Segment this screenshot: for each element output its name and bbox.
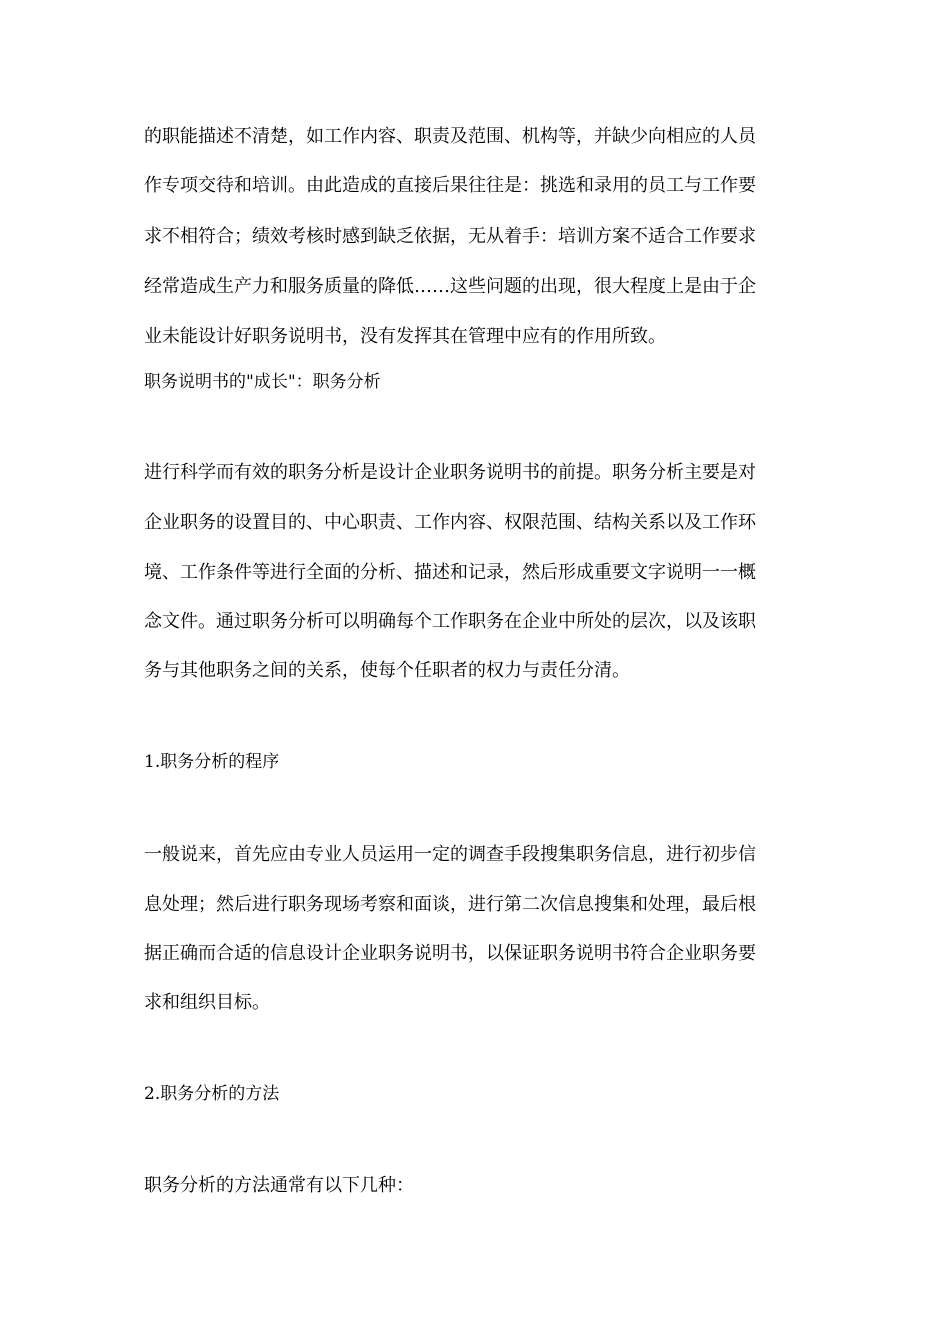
paragraph-line: 作专项交待和培训。由此造成的直接后果往往是：挑选和录用的员工与工作要 bbox=[144, 175, 756, 196]
paragraph-line: 务与其他职务之间的关系，使每个任职者的权力与责任分清。 bbox=[144, 660, 630, 681]
paragraph-line: 息处理；然后进行职务现场考察和面谈，进行第二次信息搜集和处理，最后根 bbox=[144, 894, 756, 915]
paragraph-line: 念文件。通过职务分析可以明确每个工作职务在企业中所处的层次，以及该职 bbox=[144, 611, 756, 632]
paragraph-line: 企业职务的设置目的、中心职责、工作内容、权限范围、结构关系以及工作环 bbox=[144, 512, 756, 533]
paragraph-line: 境、工作条件等进行全面的分析、描述和记录，然后形成重要文字说明一一概 bbox=[144, 562, 756, 583]
paragraph-line: 进行科学而有效的职务分析是设计企业职务说明书的前提。职务分析主要是对 bbox=[144, 462, 756, 483]
paragraph-line: 据正确而合适的信息设计企业职务说明书，以保证职务说明书符合企业职务要 bbox=[144, 943, 756, 964]
paragraph-line: 的职能描述不清楚，如工作内容、职责及范围、机构等，并缺少向相应的人员 bbox=[144, 126, 756, 147]
paragraph-line: 一般说来，首先应由专业人员运用一定的调查手段搜集职务信息，进行初步信 bbox=[144, 844, 756, 865]
heading-procedure: 1.职务分析的程序 bbox=[144, 752, 280, 772]
paragraph-line: 经常造成生产力和服务质量的降低……这些问题的出现，很大程度上是由于企 bbox=[144, 276, 756, 297]
paragraph-line: 职务分析的方法通常有以下几种： bbox=[144, 1175, 414, 1196]
paragraph-line: 求和组织目标。 bbox=[144, 992, 270, 1013]
section-title: 职务说明书的"成长"：职务分析 bbox=[144, 372, 381, 392]
heading-methods: 2.职务分析的方法 bbox=[144, 1084, 280, 1104]
paragraph-line: 业未能设计好职务说明书，没有发挥其在管理中应有的作用所致。 bbox=[144, 326, 666, 347]
paragraph-line: 求不相符合；绩效考核时感到缺乏依据，无从着手：培训方案不适合工作要求 bbox=[144, 226, 756, 247]
